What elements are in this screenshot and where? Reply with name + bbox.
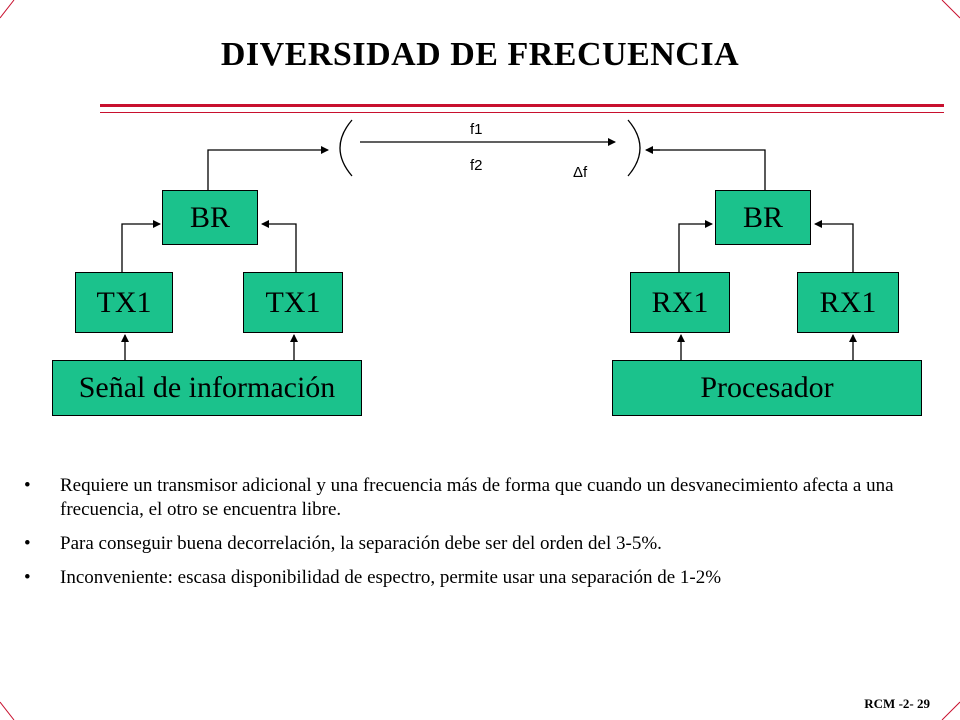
tx-br-box: BR <box>162 190 258 245</box>
tx-right-box: TX1 <box>243 272 343 333</box>
arrow-rx-left-to-br <box>679 224 712 272</box>
slide-number: RCM -2- 29 <box>864 696 930 711</box>
arrow-antenna-to-br <box>648 150 765 190</box>
signal-source-box: Señal de información <box>52 360 362 416</box>
page-title: DIVERSIDAD DE FRECUENCIA <box>220 36 740 73</box>
bullet-dot-icon: • <box>24 533 31 554</box>
bullet-dot-icon: • <box>24 567 31 588</box>
arrow-rx-right-to-br <box>815 224 853 272</box>
processor-box: Procesador <box>612 360 922 416</box>
arrow-tx-right-to-br <box>262 224 296 272</box>
link-label-delta-f: Δf <box>573 164 588 181</box>
link-label-f1: f1 <box>470 121 483 138</box>
bullet-item: • Requiere un transmisor adicional y una frecuencia más de forma que cuando un desvanecimiento afecta a una frecuencia, el otro se encuentra libre. <box>24 475 894 520</box>
bullet-list <box>24 474 904 600</box>
bullet-item: • Inconveniente: escasa disponibilidad de espectro, permite usar una separación de 1-2% <box>24 567 722 588</box>
arrow-br-to-antenna <box>208 150 328 190</box>
tx-left-box: TX1 <box>75 272 173 333</box>
tx-antenna-arc <box>340 120 352 176</box>
rx-left-box: RX1 <box>630 272 730 333</box>
arrow-tx-left-to-br <box>122 224 160 272</box>
rx-antenna-arc <box>628 120 640 176</box>
bullet-item: • Para conseguir buena decorrelación, la separación debe ser del orden del 3-5%. <box>24 533 662 554</box>
bullet-dot-icon: • <box>24 475 31 496</box>
rx-br-box: BR <box>715 190 811 245</box>
link-label-f2: f2 <box>470 157 483 174</box>
rx-right-box: RX1 <box>797 272 899 333</box>
